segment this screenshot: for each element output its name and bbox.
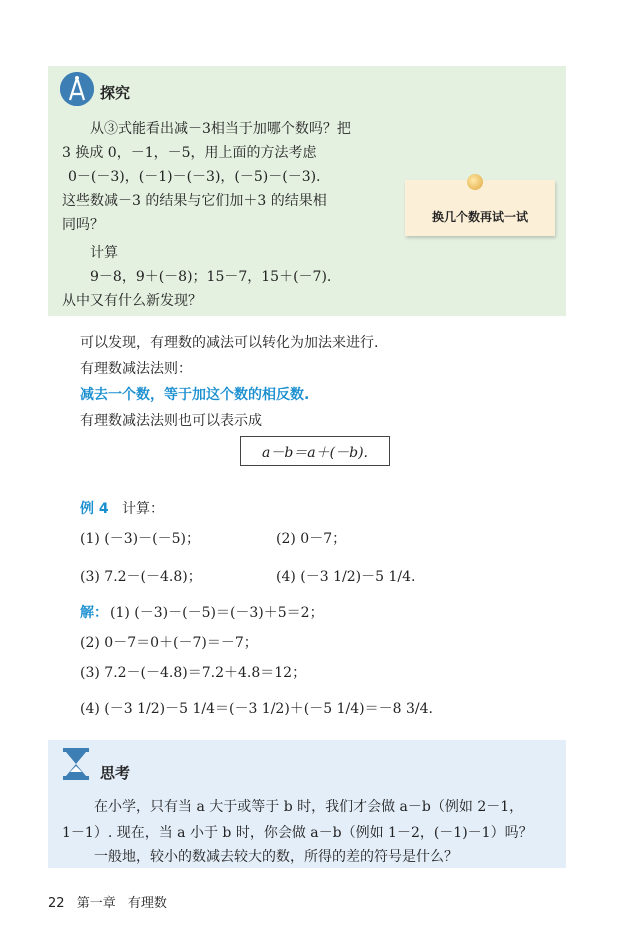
- chapter-title: 有理数: [127, 896, 167, 911]
- explore-line: 从中又有什么新发现？: [62, 293, 202, 309]
- explore-line: 计算: [90, 245, 118, 261]
- solution-3: (3) 7.2－(－4.8)＝7.2＋4.8＝12；: [80, 665, 307, 681]
- question-3: (3) 7.2－(－4.8)；: [80, 569, 202, 585]
- pin-icon: [467, 174, 483, 190]
- question-4: (4) (－3 1/2)－5 1/4.: [276, 569, 416, 585]
- body-line: 可以发现，有理数的减法可以转化为加法来进行.: [80, 335, 379, 351]
- page-footer: [48, 892, 175, 911]
- chapter-label: 第一章: [76, 896, 116, 911]
- solution-4: (4) (－3 1/2)－5 1/4＝(－3 1/2)＋(－5 1/4)＝－8 3/4.: [80, 701, 433, 717]
- think-line: 在小学，只有当 a 大于或等于 b 时，我们才会做 a－b（例如 2－1，: [94, 799, 524, 815]
- formula: a－b＝a＋(－b).: [262, 445, 368, 461]
- solution-1: (1) (－3)－(－5)＝(－3)＋5＝2；: [110, 605, 324, 621]
- body-line: 有理数减法法则：: [80, 361, 192, 377]
- body-line: 有理数减法法则也可以表示成: [80, 413, 262, 429]
- explore-line: 从③式能看出减－3相当于加哪个数吗？把: [90, 121, 351, 137]
- solution-2: (2) 0－7＝0＋(－7)＝－7；: [80, 635, 258, 651]
- compass-icon: [60, 72, 94, 106]
- subtraction-rule: 减去一个数，等于加这个数的相反数.: [80, 387, 310, 403]
- example-label: 例 4: [80, 501, 109, 517]
- think-line: 1－1）. 现在，当 a 小于 b 时，你会做 a－b（例如 1－2，(－1)－1）吗？: [62, 825, 533, 841]
- explore-line: 这些数减－3 的结果与它们加＋3 的结果相: [62, 193, 327, 209]
- explore-line: 9－8，9＋(－8)；15－7，15＋(－7).: [90, 269, 332, 285]
- solution-label: 解：: [80, 605, 108, 621]
- hourglass-icon: [60, 747, 92, 781]
- explore-line: 同吗？: [62, 217, 104, 233]
- page-number: 22: [48, 896, 65, 911]
- explore-line: 0－(－3)，(－1)－(－3)，(－5)－(－3).: [68, 169, 321, 185]
- explore-line: 3 换成 0，－1，－5，用上面的方法考虑: [62, 145, 317, 161]
- question-2: (2) 0－7；: [276, 531, 347, 547]
- think-line: 一般地，较小的数减去较大的数，所得的差的符号是什么？: [94, 849, 458, 865]
- sticky-note-text: 换几个数再试一试: [431, 210, 528, 224]
- think-title: 思考: [100, 764, 131, 782]
- explore-title: 探究: [100, 84, 131, 102]
- question-1: (1) (－3)－(－5)；: [80, 531, 200, 547]
- example-intro: 计算：: [122, 501, 164, 517]
